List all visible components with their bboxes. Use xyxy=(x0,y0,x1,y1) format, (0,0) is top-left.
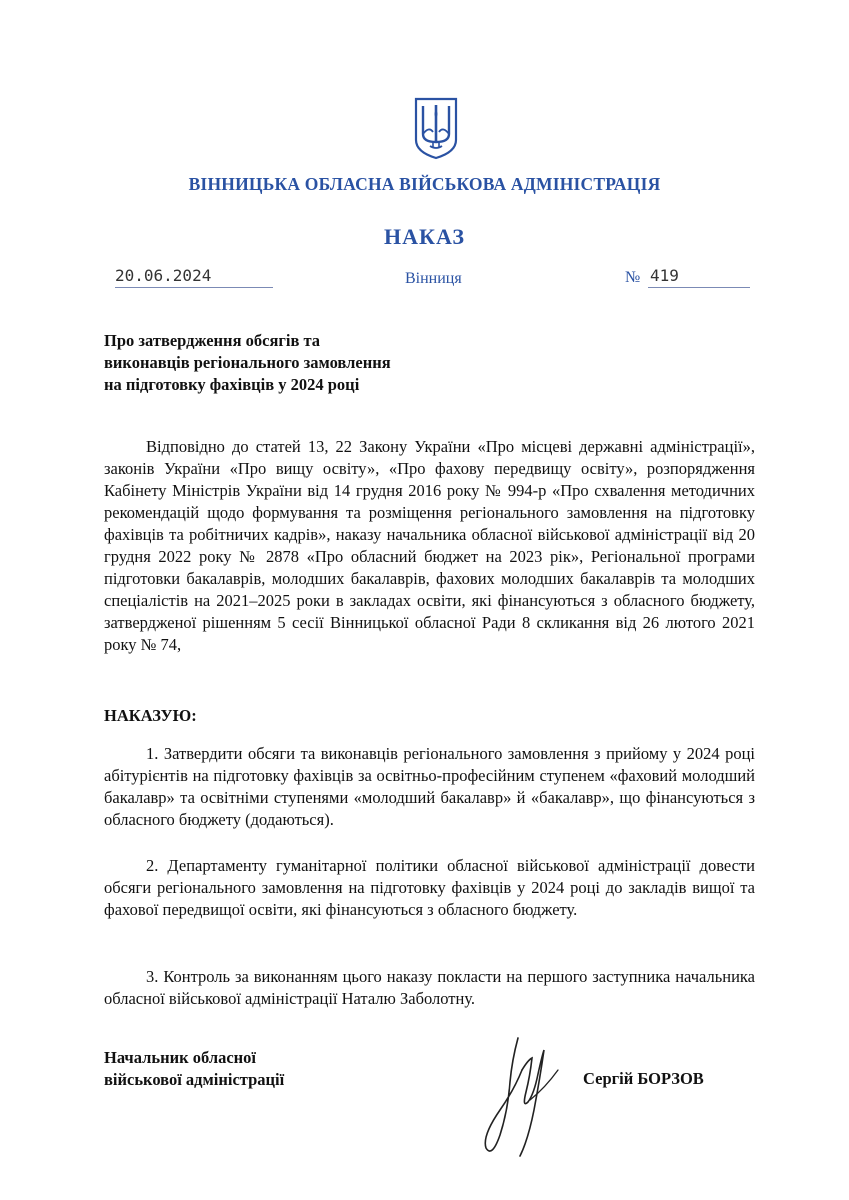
document-subject xyxy=(104,330,504,396)
subject-line: Про затвердження обсягів та xyxy=(104,331,321,350)
order-item-2: 2. Департаменту гуманітарної політики обласної військової адміністрації довести обсяги регіонального замовлення на підготовку фахівців у 2024 році до закладів вищої та фахової передвищої освіти, які фінансуються з обласного бюджету. xyxy=(104,856,755,919)
number-label: № xyxy=(625,269,641,286)
signatory-name: Сергій БОРЗОВ xyxy=(583,1069,704,1088)
trident-emblem-icon xyxy=(413,96,459,160)
document-type: НАКАЗ xyxy=(384,224,465,249)
organization-title: ВІННИЦЬКА ОБЛАСНА ВІЙСЬКОВА АДМІНІСТРАЦІЯ xyxy=(188,174,661,194)
order-item-1: 1. Затвердити обсяги та виконавців регіонального замовлення з прийому у 2024 році абітурієнтів на підготовку фахівців за освітньо-професійним ступенем «фаховий молодший бакалавр» та освітніми ступенями «молодший бакалавр» й «бакалавр», що фінансуються з обласного бюджету (додаються). xyxy=(104,744,755,829)
subject-line: виконавців регіонального замовлення xyxy=(104,353,391,372)
document-city: Вінниця xyxy=(405,270,462,287)
subject-line: на підготовку фахівців у 2024 році xyxy=(104,375,360,394)
document-number: 419 xyxy=(648,266,750,288)
position-line: військової адміністрації xyxy=(104,1070,285,1089)
preamble-paragraph: Відповідно до статей 13, 22 Закону України «Про місцеві державні адміністрації», законів України «Про вищу освіту», «Про фахову передвищу освіту», розпорядження Кабінету Міністрів України від 14 грудня 2016 року № 994-р «Про схвалення методичних рекомендацій щодо формування та розміщення регіонального замовлення на підготовку фахівців та робітничих кадрів», наказу начальника обласної військової адміністрації від 20 грудня 2022 року № 2878 «Про обласний бюджет на 2023 рік», Регіональної програми підготовки бакалаврів, молодших бакалаврів, фахових молодших бакалаврів та молодших спеціалістів на 2021–2025 роки в закладах освіти, які фінансуються з обласного бюджету, затвердженої рішенням 5 сесії Вінницької обласної Ради 8 скликання від 26 лютого 2021 року № 74, xyxy=(104,437,755,654)
document-date: 20.06.2024 xyxy=(115,266,273,288)
order-item-3: 3. Контроль за виконанням цього наказу покласти на першого заступника начальника обласної військової адміністрації Наталю Заболотну. xyxy=(104,967,755,1008)
handwritten-signature-icon xyxy=(470,1030,580,1160)
order-heading: НАКАЗУЮ: xyxy=(104,706,197,725)
position-line: Начальник обласної xyxy=(104,1048,257,1067)
signatory-position xyxy=(104,1047,284,1091)
